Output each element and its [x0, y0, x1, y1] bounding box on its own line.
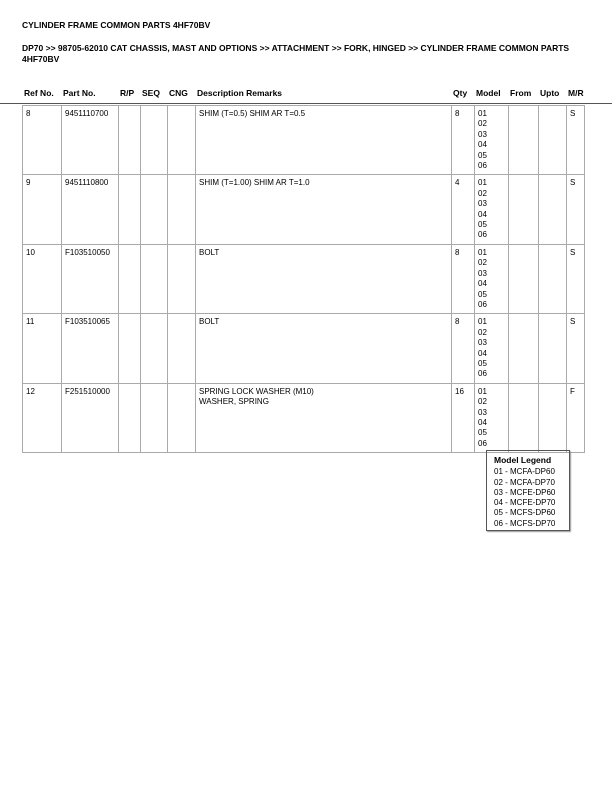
cell-cng [168, 106, 196, 175]
table-header [22, 88, 584, 98]
cell-cng [168, 314, 196, 383]
column-header-upto: Upto [540, 88, 560, 98]
table-row [23, 244, 585, 313]
cell-mr: F [567, 383, 585, 452]
column-header-mr: M/R [568, 88, 584, 98]
column-header-seq: SEQ [142, 88, 160, 98]
cell-mr: S [567, 175, 585, 244]
table-row [23, 314, 585, 383]
legend-item: 04 - MCFE-DP70 [494, 498, 556, 508]
breadcrumb: DP70 >> 98705-62010 CAT CHASSIS, MAST AND OPTIONS >> ATTACHMENT >> FORK, HINGED >> CYLINDER FRAME COMMON PARTS 4HF70BV [22, 43, 570, 64]
column-header-model: Model [476, 88, 501, 98]
cell-upto [539, 106, 567, 175]
header-divider [0, 103, 612, 104]
cell-qty: 8 [452, 244, 475, 313]
cell-part: 9451110800 [62, 175, 119, 244]
cell-model: 01 02 03 04 05 06 [475, 106, 509, 175]
cell-mr: S [567, 106, 585, 175]
cell-seq [141, 314, 168, 383]
legend-item: 02 - MCFA-DP70 [494, 477, 555, 487]
cell-ref: 9 [23, 175, 62, 244]
cell-model: 01 02 03 04 05 06 [475, 383, 509, 452]
legend-item: 01 - MCFA-DP60 [494, 467, 555, 477]
cell-seq [141, 175, 168, 244]
cell-ref: 11 [23, 314, 62, 383]
cell-ref: 10 [23, 244, 62, 313]
cell-rp [119, 314, 141, 383]
cell-cng [168, 383, 196, 452]
legend-item: 06 - MCFS-DP70 [494, 518, 556, 528]
cell-upto [539, 244, 567, 313]
cell-from [509, 175, 539, 244]
cell-desc: SHIM (T=1.00) SHIM AR T=1.0 [196, 175, 452, 244]
model-legend [486, 450, 570, 531]
cell-qty: 4 [452, 175, 475, 244]
column-header-desc: Description Remarks [197, 88, 283, 98]
cell-from [509, 106, 539, 175]
legend-item: 03 - MCFE-DP60 [494, 487, 556, 497]
cell-model: 01 02 03 04 05 06 [475, 175, 509, 244]
cell-mr: S [567, 244, 585, 313]
cell-part: F251510000 [62, 383, 119, 452]
cell-mr: S [567, 314, 585, 383]
table-row [23, 106, 585, 175]
cell-from [509, 383, 539, 452]
cell-seq [141, 244, 168, 313]
cell-part: F103510065 [62, 314, 119, 383]
column-header-from: From [510, 88, 532, 98]
cell-desc: BOLT [196, 244, 452, 313]
parts-table [22, 105, 585, 453]
legend-item: 05 - MCFS-DP60 [494, 508, 556, 518]
cell-cng [168, 244, 196, 313]
column-header-part: Part No. [63, 88, 96, 98]
cell-rp [119, 106, 141, 175]
cell-desc: SPRING LOCK WASHER (M10) WASHER, SPRING [196, 383, 452, 452]
cell-qty: 8 [452, 314, 475, 383]
cell-model: 01 02 03 04 05 06 [475, 244, 509, 313]
cell-from [509, 314, 539, 383]
cell-cng [168, 175, 196, 244]
cell-upto [539, 383, 567, 452]
column-header-cng: CNG [169, 88, 188, 98]
cell-rp [119, 383, 141, 452]
table-row [23, 383, 585, 452]
cell-rp [119, 244, 141, 313]
column-header-ref: Ref No. [24, 88, 54, 98]
cell-model: 01 02 03 04 05 06 [475, 314, 509, 383]
cell-part: F103510050 [62, 244, 119, 313]
cell-upto [539, 175, 567, 244]
table-row [23, 175, 585, 244]
legend-title: Model Legend [494, 455, 552, 465]
cell-from [509, 244, 539, 313]
cell-upto [539, 314, 567, 383]
column-header-rp: R/P [120, 88, 135, 98]
column-header-qty: Qty [453, 88, 468, 98]
cell-seq [141, 106, 168, 175]
cell-desc: BOLT [196, 314, 452, 383]
cell-seq [141, 383, 168, 452]
cell-qty: 16 [452, 383, 475, 452]
cell-qty: 8 [452, 106, 475, 175]
cell-ref: 12 [23, 383, 62, 452]
cell-part: 9451110700 [62, 106, 119, 175]
cell-rp [119, 175, 141, 244]
page-title: CYLINDER FRAME COMMON PARTS 4HF70BV [22, 20, 211, 30]
cell-desc: SHIM (T=0.5) SHIM AR T=0.5 [196, 106, 452, 175]
cell-ref: 8 [23, 106, 62, 175]
